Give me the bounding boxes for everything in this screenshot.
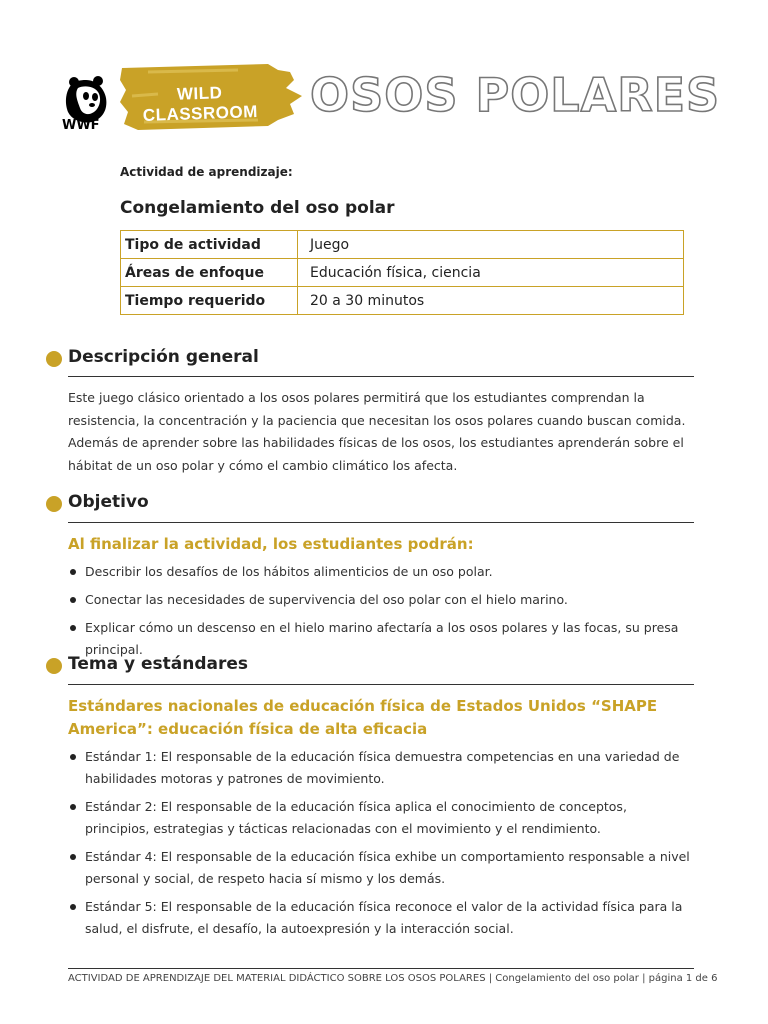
table-value: Juego <box>298 231 684 259</box>
activity-title: Congelamiento del oso polar <box>120 198 395 218</box>
objective-list <box>68 561 694 661</box>
standards-list <box>68 746 694 940</box>
list-item: Estándar 5: El responsable de la educación física reconoce el valor de la actividad física para la salud, el disfrute, el desafío, la autoexpresión y la interacción social. <box>68 896 694 940</box>
page-title: OSOS POLARES <box>310 68 721 122</box>
section-title-tema: Tema y estándares <box>68 654 248 674</box>
table-key: Tiempo requerido <box>121 287 298 315</box>
objective-subtitle: Al finalizar la actividad, los estudiantes podrán: <box>68 535 474 553</box>
wwf-logo-text: WWF <box>62 118 100 133</box>
table-row <box>121 259 684 287</box>
description-paragraph: Este juego clásico orientado a los osos polares permitirá que los estudiantes comprendan la resistencia, la concentración y la paciencia que necesitan los osos polares cuando buscan comida. Además de aprender sobre las habilidades físicas de los osos, los estudiantes aprenderán sobre el hábitat de un oso polar y cómo el cambio climático los afecta. <box>68 390 686 473</box>
list-item: Describir los desafíos de los hábitos alimenticios de un oso polar. <box>68 561 694 583</box>
section-divider <box>68 376 694 377</box>
footer-divider <box>68 968 694 969</box>
table-row <box>121 231 684 259</box>
standards-subtitle: Estándares nacionales de educación física de Estados Unidos “SHAPE America”: educación física de alta eficacia <box>68 697 658 738</box>
list-item: Estándar 1: El responsable de la educación física demuestra competencias en una variedad de habilidades motoras y patrones de movimiento. <box>68 746 694 790</box>
section-bullet-icon <box>46 351 62 367</box>
activity-kicker: Actividad de aprendizaje: <box>120 165 293 179</box>
brand-label: WILD CLASSROOM <box>142 83 259 125</box>
section-bullet-icon <box>46 658 62 674</box>
activity-info-table <box>120 230 684 315</box>
table-key: Tipo de actividad <box>121 231 298 259</box>
table-value: Educación física, ciencia <box>298 259 684 287</box>
table-value: 20 a 30 minutos <box>298 287 684 315</box>
page-footer: ACTIVIDAD DE APRENDIZAJE DEL MATERIAL DIDÁCTICO SOBRE LOS OSOS POLARES | Congelamiento del oso polar | página 1 de 6 <box>68 973 718 984</box>
list-item: Conectar las necesidades de supervivencia del oso polar con el hielo marino. <box>68 589 694 611</box>
section-title-objetivo: Objetivo <box>68 492 149 512</box>
section-divider <box>68 522 694 523</box>
section-bullet-icon <box>46 496 62 512</box>
table-row <box>121 287 684 315</box>
list-item: Explicar cómo un descenso en el hielo marino afectaría a los osos polares y las focas, su presa principal. <box>68 617 694 661</box>
table-key: Áreas de enfoque <box>121 259 298 287</box>
section-title-descripcion: Descripción general <box>68 347 259 367</box>
list-item: Estándar 2: El responsable de la educación física aplica el conocimiento de conceptos, principios, estrategias y tácticas relacionadas con el movimiento y el rendimiento. <box>68 796 694 840</box>
list-item: Estándar 4: El responsable de la educación física exhibe un comportamiento responsable a nivel personal y social, de respeto hacia sí mismo y los demás. <box>68 846 694 890</box>
section-divider <box>68 684 694 685</box>
